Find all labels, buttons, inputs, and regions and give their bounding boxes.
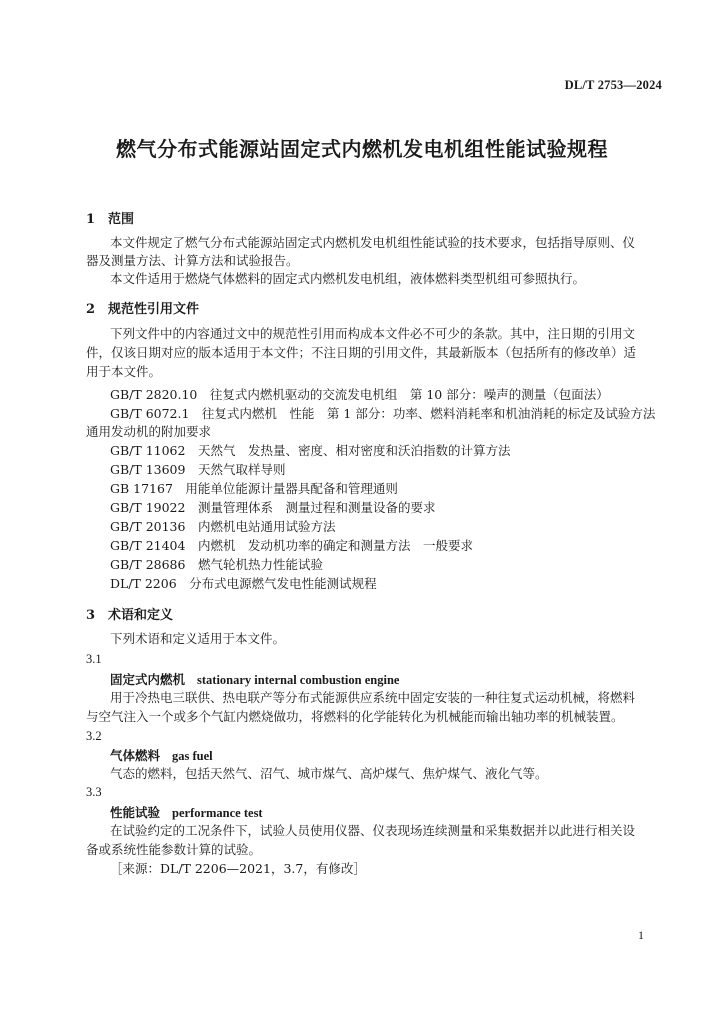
- section-title: 规范性引用文件: [108, 302, 200, 317]
- section-number: 2: [86, 302, 96, 317]
- reference-item: GB/T 28686 燃气轮机热力性能试验: [110, 557, 323, 572]
- term-definition-line-1: 用于冷热电三联供、热电联产等分布式能源供应系统中固定安装的一种往复式运动机械，将燃料: [110, 690, 636, 705]
- reference-item: GB/T 20136 内燃机电站通用试验方法: [110, 519, 336, 534]
- reference-item-continuation: 通用发动机的附加要求: [86, 424, 212, 439]
- term-english: performance test: [172, 806, 263, 820]
- section-title: 范围: [108, 212, 135, 227]
- section-2-intro-line-3: 用于本文件。: [86, 364, 162, 379]
- document-title: 燃气分布式能源站固定式内燃机发电机组性能试验规程: [116, 137, 608, 161]
- reference-item: GB/T 6072.1 往复式内燃机 性能 第 1 部分：功率、燃料消耗率和机油消耗的标定及试验方法: [110, 406, 656, 421]
- section-2-heading: [86, 298, 199, 317]
- reference-item: GB/T 13609 天然气取样导则: [110, 462, 286, 477]
- section-title: 术语和定义: [108, 608, 174, 623]
- term-definition-line-2: 备或系统性能参数计算的试验。: [86, 842, 262, 857]
- term-number: 3.3: [86, 785, 102, 799]
- term-chinese: 固定式内燃机: [110, 672, 186, 687]
- term-chinese: 气体燃料: [110, 748, 161, 763]
- term-source-note: ［来源：DL/T 2206—2021，3.7，有修改］: [110, 861, 366, 876]
- section-1-para-1-line-1: 本文件规定了燃气分布式能源站固定式内燃机发电机组性能试验的技术要求，包括指导原则、仪: [110, 235, 636, 250]
- section-3-heading: [86, 604, 173, 623]
- page-number: 1: [638, 928, 644, 942]
- term-number: 3.1: [86, 652, 102, 666]
- section-number: 1: [86, 212, 96, 227]
- reference-item: GB/T 21404 内燃机 发动机功率的确定和测量方法 一般要求: [110, 538, 473, 553]
- section-1-heading: [86, 208, 134, 227]
- section-1-para-1-line-2: 器及测量方法、计算方法和试验报告。: [86, 253, 299, 268]
- section-3-intro: 下列术语和定义适用于本文件。: [110, 631, 286, 646]
- term-heading: [110, 670, 399, 688]
- term-chinese: 性能试验: [110, 805, 161, 820]
- term-heading: [110, 746, 213, 764]
- reference-item: GB/T 19022 测量管理体系 测量过程和测量设备的要求: [110, 500, 436, 515]
- term-english: gas fuel: [172, 749, 213, 763]
- term-definition-line-1: 在试验约定的工况条件下，试验人员使用仪器、仪表现场连续测量和采集数据并以此进行相关设: [110, 823, 636, 838]
- reference-item: DL/T 2206 分布式电源燃气发电性能测试规程: [110, 576, 377, 591]
- section-number: 3: [86, 608, 96, 623]
- section-1-para-2: 本文件适用于燃烧气体燃料的固定式内燃机发电机组，液体燃料类型机组可参照执行。: [110, 271, 586, 286]
- section-2-intro-line-2: 件，仅该日期对应的版本适用于本文件；不注日期的引用文件，其最新版本（包括所有的修改单）适: [86, 345, 637, 360]
- reference-item: GB/T 2820.10 往复式内燃机驱动的交流发电机组 第 10 部分：噪声的测量（包面法）: [110, 387, 609, 402]
- term-english: stationary internal combustion engine: [197, 673, 400, 687]
- term-number: 3.2: [86, 729, 102, 743]
- reference-item: GB/T 11062 天然气 发热量、密度、相对密度和沃泊指数的计算方法: [110, 443, 511, 458]
- term-definition-line-1: 气态的燃料，包括天然气、沼气、城市煤气、高炉煤气、焦炉煤气、液化气等。: [110, 766, 548, 781]
- section-2-intro-line-1: 下列文件中的内容通过文中的规范性引用而构成本文件必不可少的条款。其中，注日期的引用文: [110, 326, 636, 341]
- document-code-header: DL/T 2753—2024: [564, 78, 662, 92]
- term-heading: [110, 803, 263, 821]
- term-definition-line-2: 与空气注入一个或多个气缸内燃烧做功，将燃料的化学能转化为机械能而输出轴功率的机械装置。: [86, 709, 624, 724]
- reference-item: GB 17167 用能单位能源计量器具配备和管理通则: [110, 481, 398, 496]
